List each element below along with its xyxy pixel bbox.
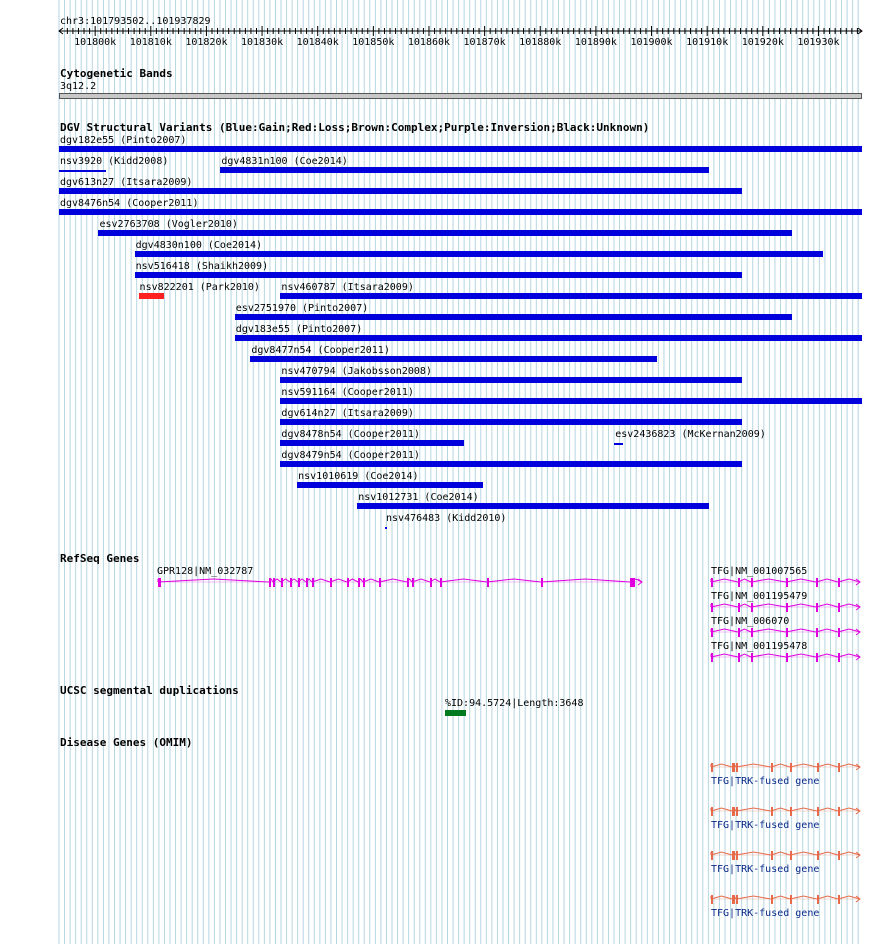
sv-feature-label[interactable]: nsv822201 (Park2010) bbox=[139, 282, 260, 293]
gene-exon bbox=[306, 578, 308, 587]
sv-feature-label[interactable]: dgv8479n54 (Cooper2011) bbox=[281, 450, 420, 461]
gene-intron bbox=[711, 579, 860, 582]
gene-exon bbox=[732, 895, 735, 904]
gene-exon bbox=[330, 578, 332, 587]
gene-exon bbox=[711, 653, 713, 662]
ruler-tick-label: 101820k bbox=[185, 37, 228, 48]
gene-exon bbox=[738, 603, 740, 612]
gene-exon bbox=[786, 628, 788, 637]
gene-exon bbox=[838, 895, 840, 904]
gene-exon bbox=[281, 578, 283, 587]
gene-exon bbox=[711, 763, 713, 772]
sv-feature-label[interactable]: dgv8477n54 (Cooper2011) bbox=[251, 345, 390, 356]
gene-exon bbox=[817, 895, 819, 904]
gene-exon bbox=[630, 578, 635, 587]
gene-exon bbox=[751, 603, 753, 612]
gene-exon bbox=[771, 807, 773, 816]
gene-exon bbox=[736, 895, 738, 904]
gene-exon bbox=[487, 578, 489, 587]
ruler-tick-label: 101830k bbox=[240, 37, 284, 48]
sv-feature-label[interactable]: dgv183e55 (Pinto2007) bbox=[235, 324, 363, 335]
gene-exon bbox=[816, 628, 818, 637]
gene-exon bbox=[732, 763, 735, 772]
gene-exon bbox=[816, 603, 818, 612]
ruler-tick-label: 101840k bbox=[296, 37, 339, 48]
ruler-tick-label: 101880k bbox=[519, 37, 562, 48]
ruler-tick-label: 101870k bbox=[463, 37, 506, 48]
gene-exon bbox=[771, 763, 773, 772]
gene-exon bbox=[817, 807, 819, 816]
gene-exon bbox=[786, 603, 788, 612]
gene-intron bbox=[711, 604, 860, 607]
gene-label[interactable]: TFG|NM_001195478 bbox=[711, 641, 808, 652]
gene-exon bbox=[771, 851, 773, 860]
gene-exon bbox=[312, 578, 314, 587]
sv-feature-label[interactable]: nsv591164 (Cooper2011) bbox=[281, 387, 414, 398]
gene-exon bbox=[838, 807, 840, 816]
sv-feature-label[interactable]: nsv1010619 (Coe2014) bbox=[298, 471, 419, 482]
gene-exon bbox=[711, 851, 713, 860]
dgv-track-title: DGV Structural Variants (Blue:Gain;Red:Loss;Brown:Complex;Purple:Inversion;Black:Unknown) bbox=[60, 121, 650, 134]
gene-exon bbox=[711, 578, 713, 587]
gene-exon bbox=[379, 578, 381, 587]
segdup-label[interactable]: %ID:94.5724|Length:3648 bbox=[445, 698, 584, 709]
gene-label[interactable]: TFG|NM_006070 bbox=[711, 616, 790, 627]
omim-track-title: Disease Genes (OMIM) bbox=[60, 736, 193, 749]
ruler-tick-label: 101800k bbox=[74, 37, 117, 48]
gene-exon bbox=[816, 578, 818, 587]
omim-gene-label[interactable]: TFG|TRK-fused gene bbox=[711, 820, 820, 831]
gene-exon bbox=[736, 807, 738, 816]
gene-exon bbox=[838, 851, 840, 860]
gene-exon bbox=[711, 603, 713, 612]
gene-exon bbox=[838, 628, 840, 637]
gene-exon bbox=[736, 851, 738, 860]
gene-intron bbox=[711, 629, 860, 632]
gene-label[interactable]: TFG|NM_001195479 bbox=[711, 591, 808, 602]
sv-feature-label[interactable]: nsv3920 (Kidd2008) bbox=[60, 156, 169, 167]
ruler-tick-label: 101810k bbox=[129, 37, 172, 48]
sv-feature-label[interactable]: esv2763708 (Vogler2010) bbox=[99, 219, 238, 230]
gene-exon bbox=[541, 578, 543, 587]
gene-exon bbox=[838, 763, 840, 772]
gene-exon bbox=[751, 578, 753, 587]
sv-feature-label[interactable]: nsv470794 (Jakobsson2008) bbox=[281, 366, 432, 377]
gene-exon bbox=[790, 851, 792, 860]
sv-feature-label[interactable]: dgv4830n100 (Coe2014) bbox=[135, 240, 263, 251]
gene-exon bbox=[786, 653, 788, 662]
gene-exon bbox=[290, 578, 292, 587]
segdup-track-title: UCSC segmental duplications bbox=[60, 684, 239, 697]
gene-exon bbox=[358, 578, 360, 587]
ruler-tick-label: 101930k bbox=[797, 37, 840, 48]
sv-feature-label[interactable]: nsv516418 (Shaikh2009) bbox=[135, 261, 269, 272]
gene-exon bbox=[347, 578, 349, 587]
gene-exon bbox=[790, 807, 792, 816]
gene-exon bbox=[711, 895, 713, 904]
ruler-tick-label: 101860k bbox=[407, 37, 451, 48]
gene-label[interactable]: GPR128|NM_032787 bbox=[157, 566, 254, 577]
refseq-track-title: RefSeq Genes bbox=[60, 552, 140, 565]
gene-exon bbox=[298, 578, 300, 587]
gene-exon bbox=[751, 628, 753, 637]
gene-exon bbox=[738, 628, 740, 637]
gene-exon bbox=[838, 578, 840, 587]
omim-gene-label[interactable]: TFG|TRK-fused gene bbox=[711, 776, 820, 787]
gene-exon bbox=[817, 763, 819, 772]
gene-exon bbox=[816, 653, 818, 662]
gene-exon bbox=[711, 807, 713, 816]
gene-intron bbox=[158, 579, 642, 582]
gene-exon bbox=[738, 578, 740, 587]
sv-feature-label[interactable]: dgv182e55 (Pinto2007) bbox=[60, 135, 187, 146]
sv-feature-label[interactable]: dgv613n27 (Itsara2009) bbox=[60, 177, 193, 188]
ruler-tick-label: 101920k bbox=[741, 37, 784, 48]
gene-exon bbox=[732, 851, 735, 860]
ruler-tick-label: 101890k bbox=[574, 37, 617, 48]
gene-exon bbox=[771, 895, 773, 904]
gene-label[interactable]: TFG|NM_001007565 bbox=[711, 566, 808, 577]
gene-exon bbox=[790, 763, 792, 772]
gene-exon bbox=[738, 653, 740, 662]
gene-exon bbox=[412, 578, 414, 587]
sv-feature-label[interactable]: dgv614n27 (Itsara2009) bbox=[281, 408, 414, 419]
gene-exon bbox=[732, 807, 735, 816]
gene-exon bbox=[440, 578, 442, 587]
ruler-tick-label: 101850k bbox=[352, 37, 395, 48]
gene-exon bbox=[838, 603, 840, 612]
segdup-bar[interactable] bbox=[445, 710, 466, 716]
sv-feature-label[interactable]: dgv8476n54 (Cooper2011) bbox=[60, 198, 199, 209]
gene-exon bbox=[751, 653, 753, 662]
gene-exon bbox=[273, 578, 275, 587]
gene-exon bbox=[786, 578, 788, 587]
sv-feature-label[interactable]: dgv4831n100 (Coe2014) bbox=[221, 156, 348, 167]
gene-exon bbox=[817, 851, 819, 860]
sv-feature-label[interactable]: esv2751970 (Pinto2007) bbox=[235, 303, 369, 314]
gene-exon bbox=[736, 763, 738, 772]
gene-exon bbox=[790, 895, 792, 904]
location-label: chr3:101793502..101937829 bbox=[60, 16, 211, 27]
gene-exon bbox=[269, 578, 271, 587]
ruler-tick-label: 101900k bbox=[630, 37, 673, 48]
sv-feature-label[interactable]: dgv8478n54 (Cooper2011) bbox=[281, 429, 420, 440]
sv-feature-label[interactable]: esv2436823 (McKernan2009) bbox=[615, 429, 766, 440]
gene-exon bbox=[363, 578, 365, 587]
gene-exon bbox=[407, 578, 409, 587]
gene-exon bbox=[711, 628, 713, 637]
gene-intron bbox=[711, 654, 860, 657]
sv-feature-label[interactable]: nsv1012731 (Coe2014) bbox=[358, 492, 479, 503]
omim-gene-label[interactable]: TFG|TRK-fused gene bbox=[711, 864, 820, 875]
gene-exon bbox=[838, 653, 840, 662]
gene-exon bbox=[430, 578, 432, 587]
cytoband-label: 3q12.2 bbox=[60, 81, 97, 92]
cytoband-track-title: Cytogenetic Bands bbox=[60, 67, 173, 80]
sv-feature-label[interactable]: nsv460787 (Itsara2009) bbox=[281, 282, 414, 293]
sv-feature-label[interactable]: nsv476483 (Kidd2010) bbox=[386, 513, 507, 524]
gene-exon bbox=[158, 578, 161, 587]
omim-gene-label[interactable]: TFG|TRK-fused gene bbox=[711, 908, 820, 919]
ruler-tick-label: 101910k bbox=[686, 37, 729, 48]
